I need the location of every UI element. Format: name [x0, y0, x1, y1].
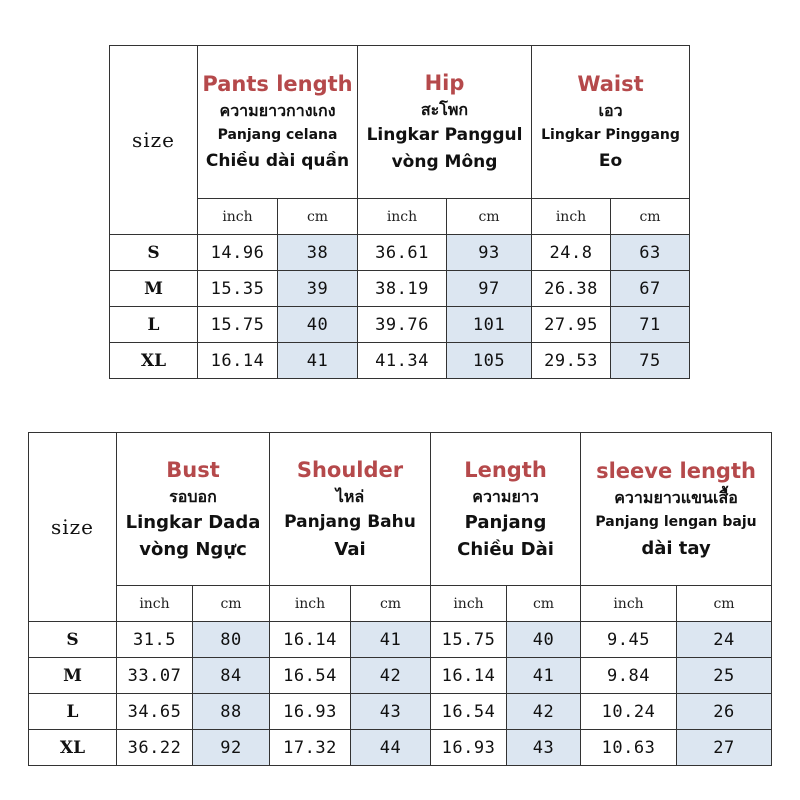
bust-header	[117, 433, 270, 586]
value-cell: 16.14	[270, 622, 351, 658]
value-cell: 15.75	[198, 307, 278, 343]
unit-label: cm	[611, 199, 690, 235]
unit-label: cm	[351, 586, 431, 622]
value-cell: 25	[677, 658, 772, 694]
header-line-indonesian: Lingkar Panggul	[366, 124, 523, 145]
header-title: Length	[464, 457, 547, 482]
value-cell: 39.76	[358, 307, 447, 343]
unit-label: inch	[532, 199, 611, 235]
value-cell: 36.22	[117, 730, 193, 766]
header-line-vietnamese: Chiều Dài	[457, 538, 554, 560]
value-cell: 29.53	[532, 343, 611, 379]
header-title: Hip	[424, 70, 465, 95]
length-header	[431, 433, 581, 586]
table-row	[29, 694, 772, 730]
value-cell: 39	[278, 271, 358, 307]
value-cell: 43	[507, 730, 581, 766]
header-line-thai: ความยาว	[472, 486, 539, 506]
value-cell: 36.61	[358, 235, 447, 271]
value-cell: 43	[351, 694, 431, 730]
header-line-vietnamese: Eo	[598, 150, 623, 171]
value-cell: 26.38	[532, 271, 611, 307]
header-line-thai: ความยาวแขนเสื้อ	[614, 487, 738, 507]
value-cell: 41.34	[358, 343, 447, 379]
value-cell: 24	[677, 622, 772, 658]
pants-length-header	[198, 46, 358, 199]
value-cell: 15.35	[198, 271, 278, 307]
unit-label: cm	[278, 199, 358, 235]
value-cell: 41	[507, 658, 581, 694]
value-cell: 17.32	[270, 730, 351, 766]
sleeve-length-header	[581, 433, 772, 586]
shoulder-header	[270, 433, 431, 586]
value-cell: 31.5	[117, 622, 193, 658]
unit-label: cm	[677, 586, 772, 622]
size-column-header: size	[110, 46, 198, 235]
value-cell: 33.07	[117, 658, 193, 694]
value-cell: 67	[611, 271, 690, 307]
value-cell: 44	[351, 730, 431, 766]
value-cell: 26	[677, 694, 772, 730]
header-title: Shoulder	[296, 457, 404, 482]
value-cell: 24.8	[532, 235, 611, 271]
value-cell: 16.93	[431, 730, 507, 766]
value-cell: 34.65	[117, 694, 193, 730]
waist-header	[532, 46, 690, 199]
table-row	[110, 235, 690, 271]
table-row	[110, 343, 690, 379]
value-cell: 41	[278, 343, 358, 379]
header-line-indonesian: Panjang	[464, 511, 547, 533]
value-cell: 27	[677, 730, 772, 766]
value-cell: 16.54	[270, 658, 351, 694]
value-cell: 84	[193, 658, 270, 694]
value-cell: 16.93	[270, 694, 351, 730]
size-label: S	[110, 235, 198, 271]
unit-label: cm	[507, 586, 581, 622]
size-label: M	[29, 658, 117, 694]
table-row	[29, 658, 772, 694]
hip-header	[358, 46, 532, 199]
table-row	[110, 307, 690, 343]
header-line-thai: เอว	[598, 100, 623, 120]
header-line-indonesian: Panjang Bahu	[284, 511, 416, 532]
header-title: Bust	[166, 457, 220, 482]
value-cell: 75	[611, 343, 690, 379]
header-line-indonesian: Lingkar Pinggang	[541, 126, 680, 143]
value-cell: 88	[193, 694, 270, 730]
value-cell: 10.63	[581, 730, 677, 766]
value-cell: 38.19	[358, 271, 447, 307]
pants-size-table	[109, 45, 690, 379]
size-label: M	[110, 271, 198, 307]
header-line-indonesian: Lingkar Dada	[125, 511, 261, 533]
header-line-vietnamese: dài tay	[641, 537, 711, 559]
header-line-vietnamese: vòng Mông	[391, 151, 498, 172]
unit-label: inch	[117, 586, 193, 622]
value-cell: 9.84	[581, 658, 677, 694]
value-cell: 63	[611, 235, 690, 271]
table-row	[29, 730, 772, 766]
unit-label: inch	[270, 586, 351, 622]
unit-label: cm	[193, 586, 270, 622]
unit-label: inch	[358, 199, 447, 235]
value-cell: 9.45	[581, 622, 677, 658]
header-line-indonesian: Panjang lengan baju	[595, 513, 757, 530]
value-cell: 16.14	[198, 343, 278, 379]
unit-label: inch	[431, 586, 507, 622]
header-title: Waist	[577, 71, 644, 96]
value-cell: 101	[447, 307, 532, 343]
value-cell: 16.54	[431, 694, 507, 730]
size-label: S	[29, 622, 117, 658]
value-cell: 10.24	[581, 694, 677, 730]
header-line-vietnamese: vòng Ngực	[139, 538, 247, 560]
size-label: L	[110, 307, 198, 343]
value-cell: 42	[351, 658, 431, 694]
value-cell: 71	[611, 307, 690, 343]
header-line-vietnamese: Chiều dài quần	[205, 150, 350, 171]
size-label: L	[29, 694, 117, 730]
value-cell: 105	[447, 343, 532, 379]
value-cell: 80	[193, 622, 270, 658]
table-row	[29, 622, 772, 658]
header-title: sleeve length	[596, 458, 756, 483]
value-cell: 40	[507, 622, 581, 658]
unit-label: inch	[581, 586, 677, 622]
top-size-table	[28, 432, 772, 766]
value-cell: 38	[278, 235, 358, 271]
value-cell: 27.95	[532, 307, 611, 343]
table-row	[110, 271, 690, 307]
header-line-thai: ความยาวกางเกง	[219, 100, 336, 120]
header-line-thai: ไหล่	[335, 486, 365, 506]
value-cell: 14.96	[198, 235, 278, 271]
value-cell: 16.14	[431, 658, 507, 694]
value-cell: 40	[278, 307, 358, 343]
size-column-header: size	[29, 433, 117, 622]
header-line-thai: สะโพก	[420, 99, 469, 119]
header-line-indonesian: Panjang celana	[217, 126, 338, 143]
value-cell: 15.75	[431, 622, 507, 658]
value-cell: 97	[447, 271, 532, 307]
value-cell: 42	[507, 694, 581, 730]
unit-label: cm	[447, 199, 532, 235]
size-label: XL	[29, 730, 117, 766]
size-label: XL	[110, 343, 198, 379]
value-cell: 92	[193, 730, 270, 766]
value-cell: 41	[351, 622, 431, 658]
header-line-thai: รอบอก	[169, 486, 217, 506]
value-cell: 93	[447, 235, 532, 271]
header-title: Pants length	[202, 71, 353, 96]
unit-label: inch	[198, 199, 278, 235]
header-line-vietnamese: Vai	[334, 538, 366, 560]
